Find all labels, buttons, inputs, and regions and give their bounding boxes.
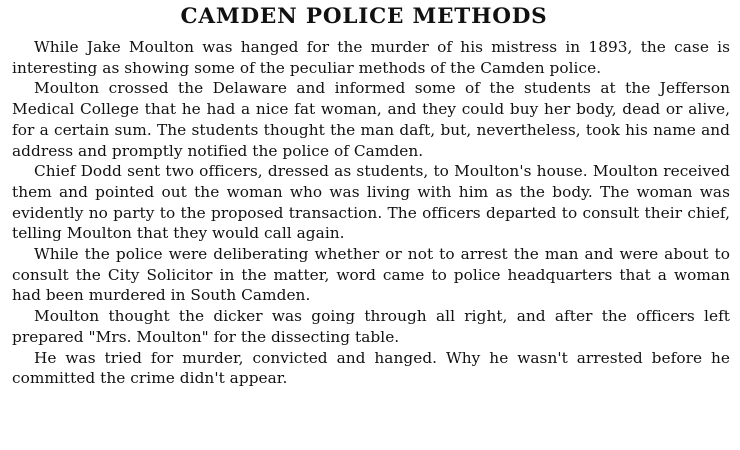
paragraph-3: Chief Dodd sent two officers, dressed as students, to Moulton's house. Moulton received them and pointed out the woman who was living with him as the body. The woman was evidently no party to the proposed transaction. The officers departed to consult their chief, telling Moulton that they would call again. (12, 162, 730, 243)
article-headline: CAMDEN POLICE METHODS (180, 4, 548, 29)
paragraph-4: While the police were deliberating whether or not to arrest the man and were about to consult the City Solicitor in the matter, word came to police headquarters that a woman had been murdered in South Camden. (12, 245, 730, 305)
paragraph-2: Moulton crossed the Delaware and informed some of the students at the Jefferson Medical College that he had a nice fat woman, and they could buy her body, dead or alive, for a certain sum. The students thought the man daft, but, nevertheless, took his name and address and promptly notified the police of Camden. (12, 79, 730, 160)
paragraph-5: Moulton thought the dicker was going through all right, and after the officers left prepared "Mrs. Moulton" for the dissecting table. (12, 307, 730, 346)
paragraph-6: He was tried for murder, convicted and hanged. Why he wasn't arrested before he committed the crime didn't appear. (12, 348, 730, 388)
paragraph-1: While Jake Moulton was hanged for the murder of his mistress in 1893, the case is interesting as showing some of the peculiar methods of the Camden police. (12, 38, 730, 77)
